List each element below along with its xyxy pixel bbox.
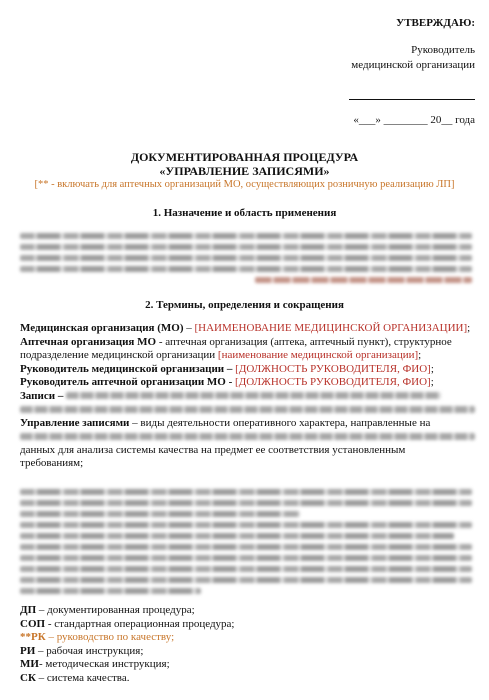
abbreviation-item [20, 658, 475, 672]
abbreviation-term: СОП [20, 617, 46, 630]
definition-text: – виды деятельности оперативного характера, направленные на [129, 416, 431, 429]
abbreviation-text: – руководство по качеству; [45, 631, 175, 643]
section-1-title: 1. Назначение и область применения [152, 207, 337, 219]
section-1-blurred-text [20, 228, 472, 288]
definition-records [20, 390, 475, 404]
abbreviations-list [20, 604, 475, 685]
definition-text-line3: требованиям; [20, 457, 84, 469]
blurred-text [66, 392, 441, 399]
abbreviation-item [20, 672, 475, 686]
abbreviation-term: РИ [20, 644, 36, 657]
dash: - [225, 376, 236, 388]
abbreviation-text: - методическая инструкция; [38, 658, 170, 670]
blurred-line [20, 430, 475, 444]
abbreviation-term: СК [20, 671, 36, 684]
punct: ; [430, 362, 434, 375]
title-line1: ДОКУМЕНТИРОВАННАЯ ПРОЦЕДУРА [130, 150, 359, 164]
placeholder-head-mo: [ДОЛЖНОСТЬ РУКОВОДИТЕЛЯ, ФИО] [235, 362, 431, 375]
punct: ; [467, 322, 471, 334]
definition-mo [20, 322, 475, 336]
blurred-text [20, 433, 475, 440]
punct: ; [430, 376, 434, 388]
approval-title: УТВЕРЖДАЮ: [396, 17, 475, 29]
term-head-mo: Руководитель медицинской организации [20, 362, 225, 375]
blurred-definitions [20, 484, 472, 599]
approval-role-line1: Руководитель [411, 44, 475, 56]
abbreviation-item [20, 645, 475, 659]
abbreviation-text: - стандартная операционная процедура; [45, 617, 235, 630]
section-2-title: 2. Термины, определения и сокращения [145, 299, 344, 311]
placeholder-mo-name: [НАИМЕНОВАНИЕ МЕДИЦИНСКОЙ ОРГАНИЗАЦИИ] [194, 322, 468, 334]
dash: – [183, 322, 195, 334]
definition-text-line2: данных для анализа системы качества на предмет ее соответствия установленным [20, 443, 406, 456]
definition-pharmacy [20, 336, 475, 363]
abbreviation-item [20, 618, 475, 632]
abbreviation-term: ДП [20, 604, 37, 616]
abbreviation-term: МИ [20, 658, 39, 670]
document-title [0, 150, 489, 178]
definition-head-pharmacy [20, 376, 475, 390]
dash: – [55, 389, 67, 402]
term-records: Записи [20, 389, 56, 402]
definition-text: - аптечная организация (аптека, аптечный пункт), структурное подразделение медицинской организации [20, 335, 452, 361]
term-head-pharmacy: Руководитель аптечной организации МО [20, 376, 226, 388]
definitions-list [20, 322, 475, 471]
placeholder-head-pharmacy: [ДОЛЖНОСТЬ РУКОВОДИТЕЛЯ, ФИО] [235, 376, 431, 388]
abbreviation-text: – рабочая инструкция; [35, 644, 144, 657]
punct: ; [418, 349, 422, 361]
signature-line [349, 87, 475, 100]
pharmacy-note: [** - включать для аптечных организаций МО, осуществляющих розничную реализацию ЛП] [34, 179, 455, 190]
definition-head-mo [20, 363, 475, 377]
placeholder-org-name: [наименование медицинской организации] [217, 349, 419, 361]
approval-role-line2: медицинской организации [351, 59, 475, 71]
abbreviation-item [20, 631, 475, 645]
abbreviation-item [20, 604, 475, 618]
term-records-management: Управление записями [20, 416, 130, 429]
approval-date-line: «___» ________ 20__ года [353, 114, 475, 126]
definition-records-management [20, 417, 475, 431]
term-pharmacy: Аптечная организация МО [20, 335, 157, 348]
abbreviation-term: **РК [20, 631, 46, 643]
approval-block [349, 16, 475, 128]
dash: – [224, 362, 236, 375]
abbreviation-text: – система качества. [35, 671, 130, 684]
term-mo: Медицинская организация (МО) [20, 322, 184, 334]
blurred-text [20, 406, 475, 413]
blurred-line [20, 403, 475, 417]
abbreviation-text: – документированная процедура; [36, 604, 195, 616]
title-line2: «УПРАВЛЕНИЕ ЗАПИСЯМИ» [159, 164, 330, 178]
